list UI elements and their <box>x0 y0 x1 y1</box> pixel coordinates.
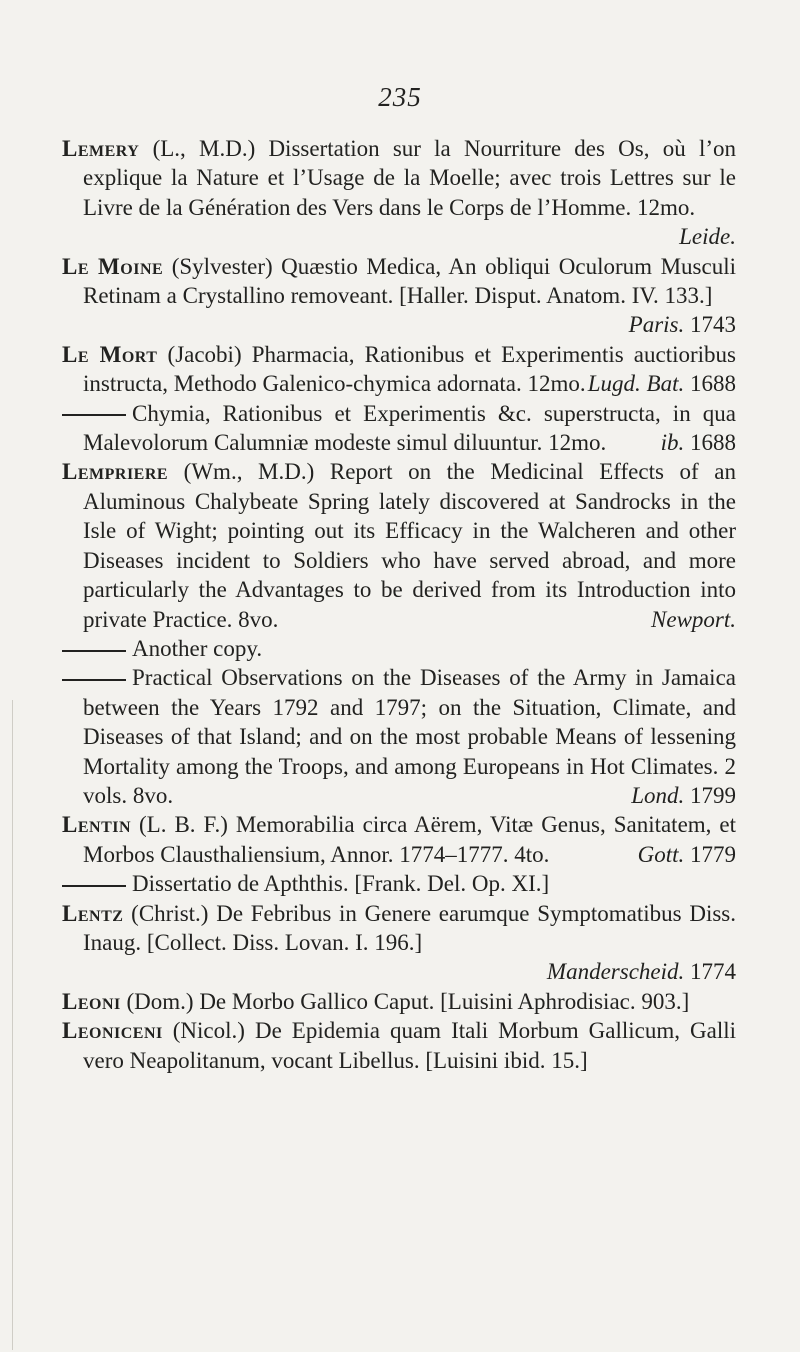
entry-imprint <box>631 781 736 810</box>
entry-author: Leoni <box>62 988 121 1014</box>
catalogue-entry <box>62 134 736 252</box>
entry-year: 1688 <box>690 371 736 397</box>
catalogue-entries <box>62 134 736 1075</box>
ditto-dash <box>62 414 126 416</box>
entry-author: Lentz <box>62 900 124 926</box>
catalogue-entry <box>62 663 736 810</box>
entry-author: Leoniceni <box>62 1018 163 1044</box>
entry-author: Lemery <box>62 136 140 161</box>
catalogue-entry <box>62 252 736 340</box>
entry-text: Chymia, Rationibus et Experimentis &c. superstructa, in qua Malevolorum Calumniæ modeste simul diluuntur. 12mo. <box>83 400 736 456</box>
entry-place: ib. <box>660 430 685 456</box>
ditto-dash <box>62 885 126 887</box>
entry-text: (Jacobi) Pharmacia, Rationibus et Experimentis auctioribus instructa, Methodo Galenico-chymica adornata. 12mo. <box>83 341 736 397</box>
entry-text: (L., M.D.) Dissertation sur la Nourriture des Os, où l’on explique la Nature et l’Usage de la Moelle; avec trois Lettres sur le Livre de la Génération des Vers dans le Corps de l’Homme. 12mo. <box>83 136 736 220</box>
entry-year: 1743 <box>690 312 736 338</box>
entry-author: Le Moine <box>62 253 164 279</box>
page-edge-shadow <box>12 700 13 1350</box>
entry-place: Lugd. Bat. <box>587 371 685 397</box>
entry-author: Lempriere <box>62 459 169 485</box>
entry-imprint <box>83 957 736 986</box>
catalogue-entry <box>62 899 736 987</box>
entry-imprint <box>679 222 736 251</box>
entry-imprint <box>638 840 736 869</box>
entry-author: Lentin <box>62 812 132 838</box>
catalogue-entry <box>62 399 736 458</box>
page-number: 235 <box>378 82 422 112</box>
entry-text: Practical Observations on the Diseases of the Army in Jamaica between the Years 1792 and 1797; on the Situation, Climate, and Diseases of that Island; and on the most probable Means of lessening Mortality among the Troops, and among Europeans in Hot Climates. 2 vols. 8vo. <box>83 665 736 808</box>
entry-author: Le Mort <box>62 341 158 367</box>
entry-place: Manderscheid. <box>546 959 685 985</box>
entry-imprint <box>661 428 736 457</box>
catalogue-entry <box>62 634 736 663</box>
catalogue-entry <box>62 869 736 898</box>
entry-imprint <box>651 605 736 634</box>
catalogue-entry <box>62 457 736 633</box>
catalogue-entry <box>62 810 736 869</box>
entry-place: Leide. <box>679 224 736 250</box>
entry-text: (Dom.) De Morbo Gallico Caput. [Luisini Aphrodisiac. 903.] <box>120 988 690 1014</box>
catalogue-entry <box>62 340 736 399</box>
ditto-dash <box>62 650 126 652</box>
catalogue-entry <box>62 987 736 1016</box>
entry-text: (Christ.) De Febribus in Genere earumque Symptomatibus Diss. Inaug. [Collect. Diss. Lovan. I. 196.] <box>83 900 736 955</box>
entry-year: 1688 <box>690 430 736 456</box>
catalogue-entry <box>62 1016 736 1075</box>
entry-place: Lond. <box>631 782 685 808</box>
entry-text: Dissertatio de Apththis. [Frank. Del. Op. XI.] <box>132 871 550 897</box>
entry-place: Gott. <box>637 841 685 867</box>
entry-place: Newport. <box>651 606 736 632</box>
entry-text: Another copy. <box>132 635 263 661</box>
entry-year: 1799 <box>690 782 736 808</box>
entry-text: (L. B. F.) Memorabilia circa Aërem, Vitæ Genus, Sanitatem, et Morbos Clausthaliensium, Annor. 1774–1777. 4to. <box>83 812 736 867</box>
entry-year: 1779 <box>690 841 736 867</box>
entry-text: (Wm., M.D.) Report on the Medicinal Effects of an Aluminous Chalybeate Spring lately discovered at Sandrocks in the Isle of Wight; pointing out its Efficacy in the Walcheren and other Diseases incident to Soldiers who have served abroad, and more particularly the Advantages to be derived from its Introduction into private Practice. 8vo. <box>83 459 736 632</box>
entry-imprint <box>588 369 736 398</box>
entry-place: Paris. <box>628 312 685 338</box>
entry-text: (Nicol.) De Epidemia quam Itali Morbum Gallicum, Galli vero Neapolitanum, vocant Libellus. [Luisini ibid. 15.] <box>83 1018 736 1073</box>
entry-year: 1774 <box>690 959 736 985</box>
entry-text: (Sylvester) Quæstio Medica, An obliqui Oculorum Musculi Retinam a Crystallino removeant. [Haller. Disput. Anatom. IV. 133.] <box>83 253 736 309</box>
ditto-dash <box>62 679 126 681</box>
entry-imprint <box>629 310 736 339</box>
